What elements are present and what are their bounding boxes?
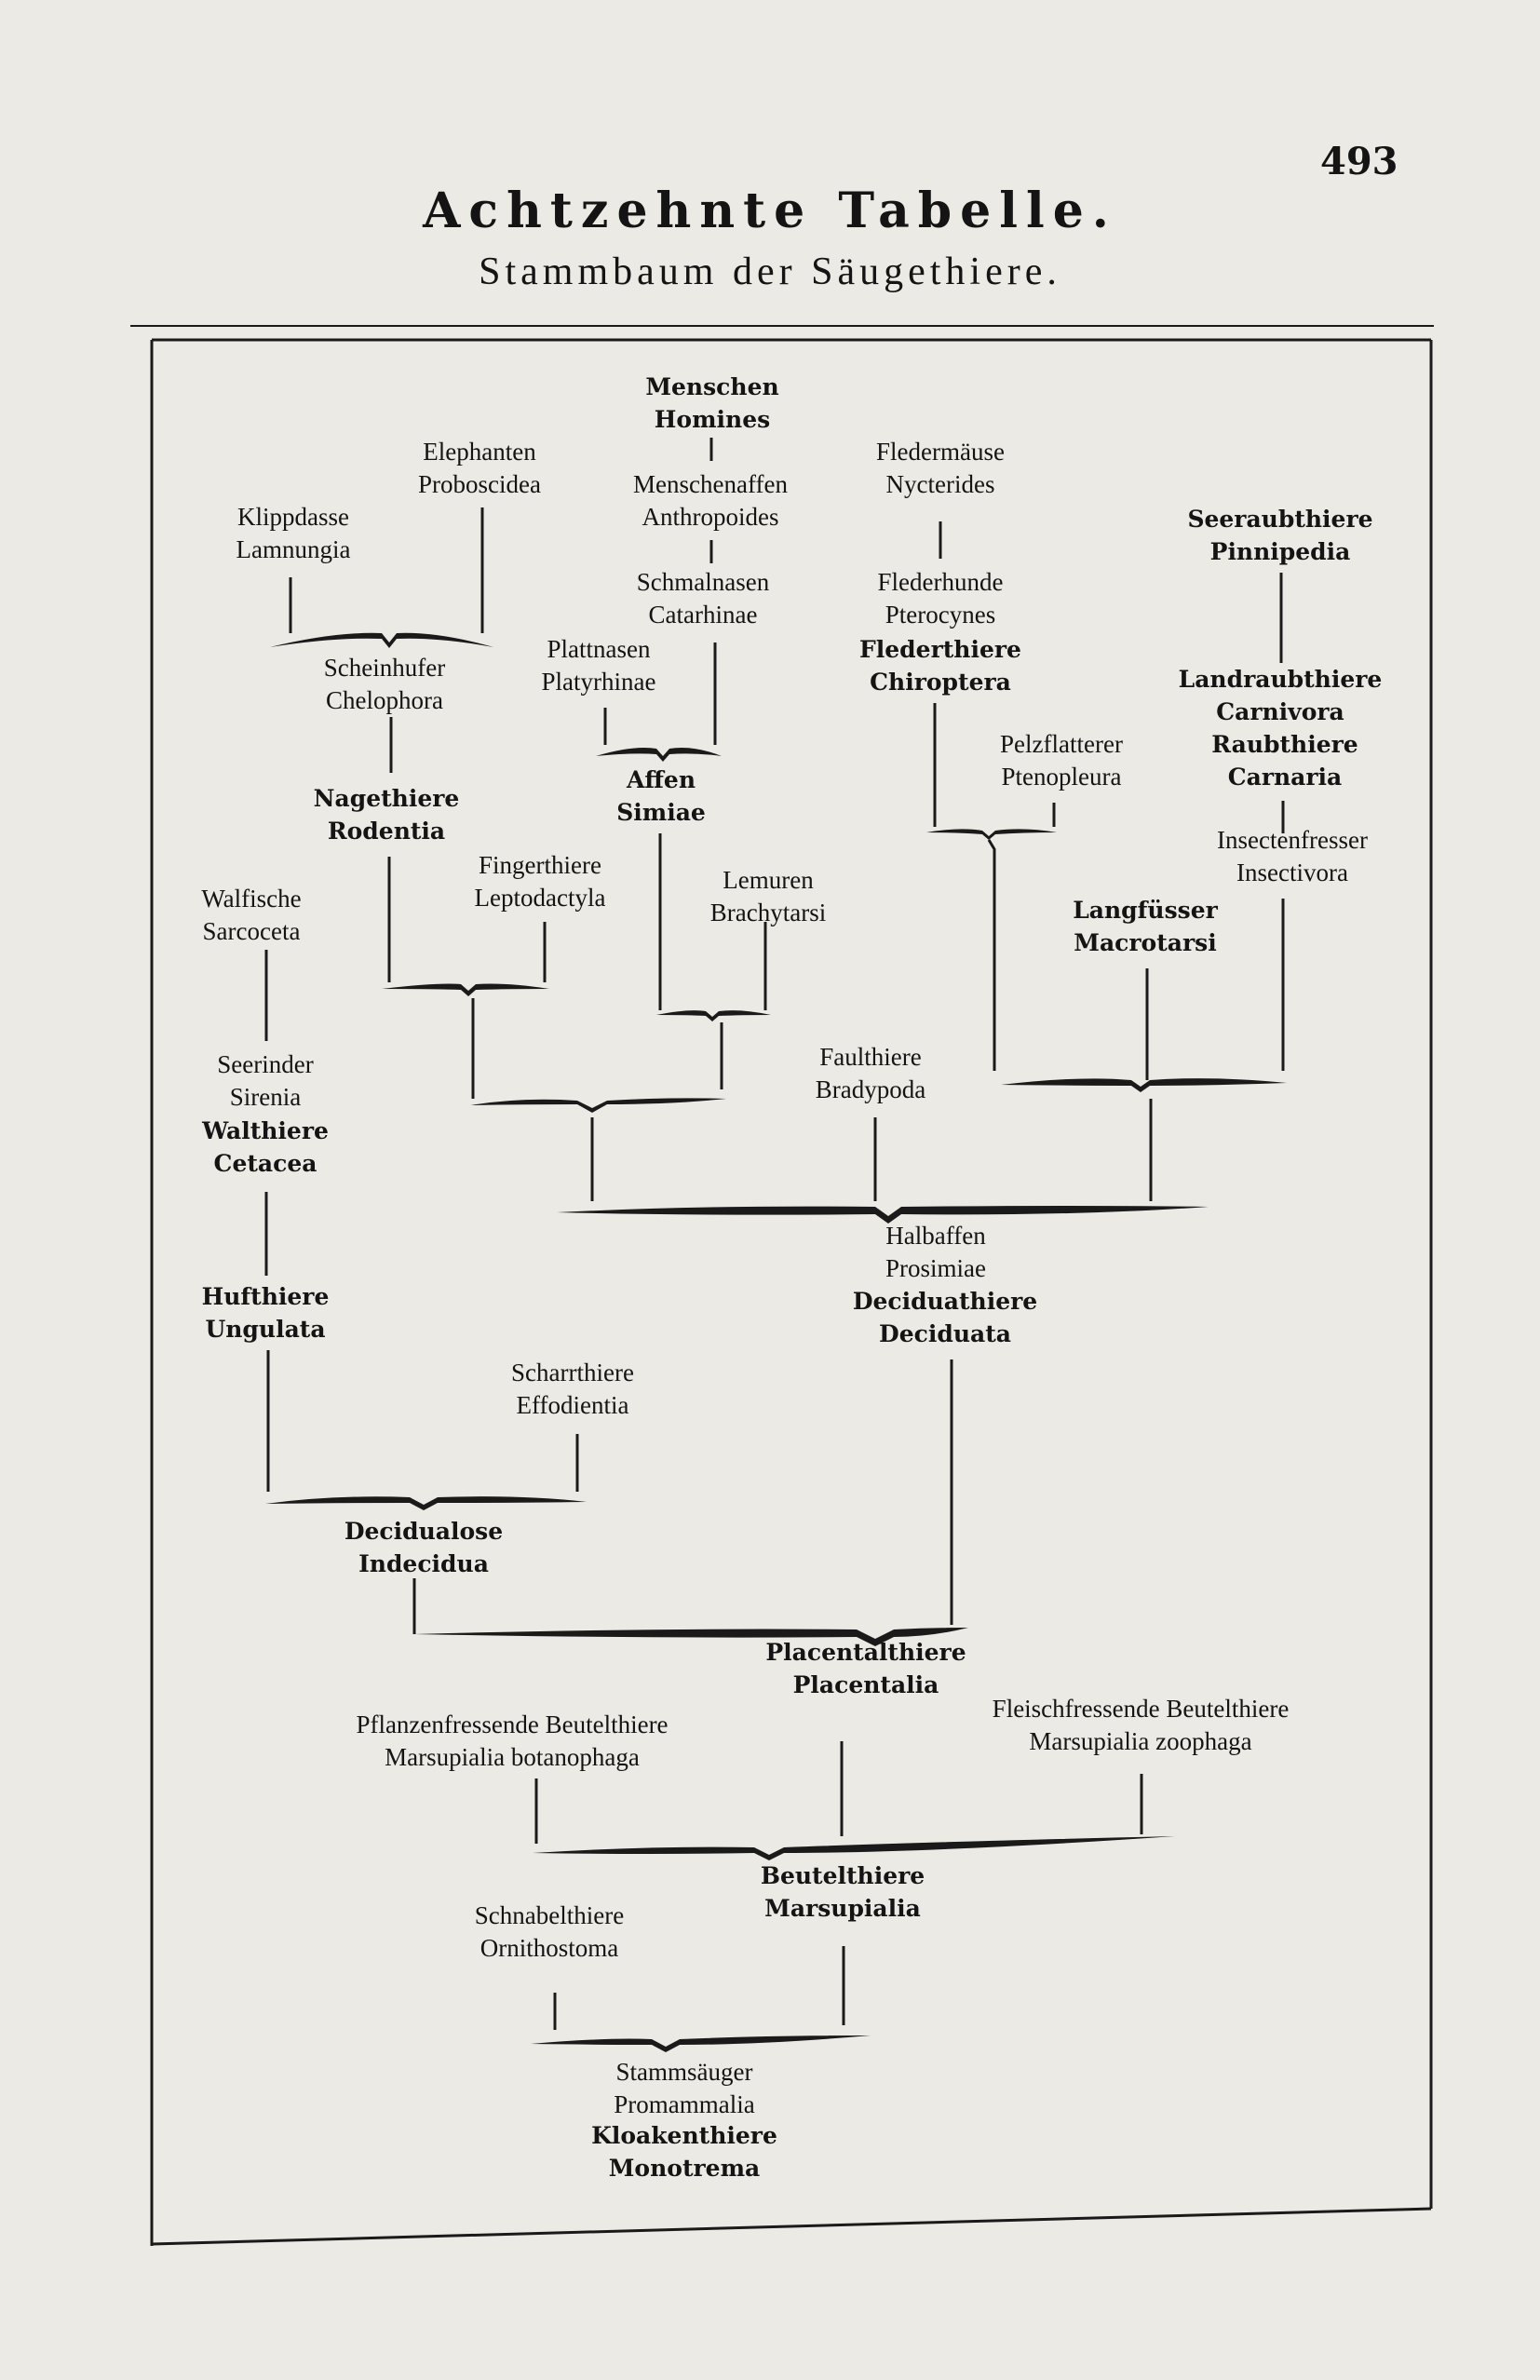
node-fingerthiere: Fingerthiere Leptodactyla — [474, 851, 606, 912]
node-scheinhufer: Scheinhufer Chelophora — [323, 654, 446, 714]
node-placentalthiere: Placentalthiere Placentalia — [765, 1639, 966, 1698]
node-raubthiere: Raubthiere Carnaria — [1211, 731, 1358, 791]
node-klippdasse: Klippdasse Lamnungia — [236, 503, 351, 563]
node-walthiere: Walthiere Cetacea — [202, 1117, 329, 1177]
node-menschenaffen: Menschenaffen Anthropoides — [633, 470, 788, 531]
node-walfische: Walfische Sarcoceta — [201, 885, 302, 945]
node-schnabelthiere: Schnabelthiere Ornithostoma — [474, 1901, 625, 1962]
node-pelzflatterer: Pelzflatterer Ptenopleura — [1000, 730, 1123, 791]
table-subtitle: Stammbaum der Säugethiere. — [479, 250, 1061, 293]
node-lemuren: Lemuren Brachytarsi — [709, 866, 827, 926]
node-pflanzenfressende: Pflanzenfressende Beutelthiere Marsupialia botanophaga — [356, 1711, 669, 1771]
node-decidualose: Decidualose Indecidua — [344, 1518, 504, 1577]
node-affen: Affen Simiae — [616, 766, 706, 826]
node-seerinder: Seerinder Sirenia — [217, 1050, 314, 1111]
node-beutelthiere: Beutelthiere Marsupialia — [760, 1862, 925, 1922]
node-menschen: Menschen Homines — [645, 373, 779, 433]
node-schmalnasen: Schmalnasen Catarhinae — [636, 568, 770, 629]
node-stammsaeuger: Stammsäuger Promammalia — [614, 2058, 755, 2118]
node-fledermaeuse: Fledermäuse Nycterides — [876, 438, 1005, 498]
table-title: Achtzehnte Tabelle. — [423, 183, 1117, 239]
node-fleischfressende: Fleischfressende Beutelthiere Marsupialia zoophaga — [992, 1695, 1290, 1755]
node-seeraubthiere: Seeraubthiere Pinnipedia — [1187, 506, 1373, 565]
node-hufthiere: Hufthiere Ungulata — [201, 1283, 330, 1343]
node-elephanten: Elephanten Proboscidea — [418, 438, 541, 498]
node-fledertiere: Flederthiere Chiroptera — [859, 636, 1021, 696]
node-deciduathiere: Deciduathiere Deciduata — [852, 1288, 1038, 1347]
node-plattnasen: Plattnasen Platyrhinae — [541, 635, 656, 696]
node-flederhunde: Flederhunde Pterocynes — [877, 568, 1004, 629]
node-faulthiere: Faulthiere Bradypoda — [815, 1043, 926, 1103]
node-halbaffen: Halbaffen Prosimiae — [885, 1222, 986, 1282]
node-langfuesser: Langfüsser Macrotarsi — [1073, 897, 1218, 956]
node-nagethiere: Nagethiere Rodentia — [313, 785, 460, 845]
page-number: 493 — [1320, 140, 1398, 183]
node-insectenfresser: Insectenfresser Insectivora — [1217, 826, 1368, 886]
node-kloakenthiere: Kloakenthiere Monotrema — [591, 2122, 777, 2182]
node-scharrthiere: Scharrthiere Effodientia — [511, 1359, 634, 1419]
node-landraubthiere: Landraubthiere Carnivora — [1178, 666, 1383, 725]
